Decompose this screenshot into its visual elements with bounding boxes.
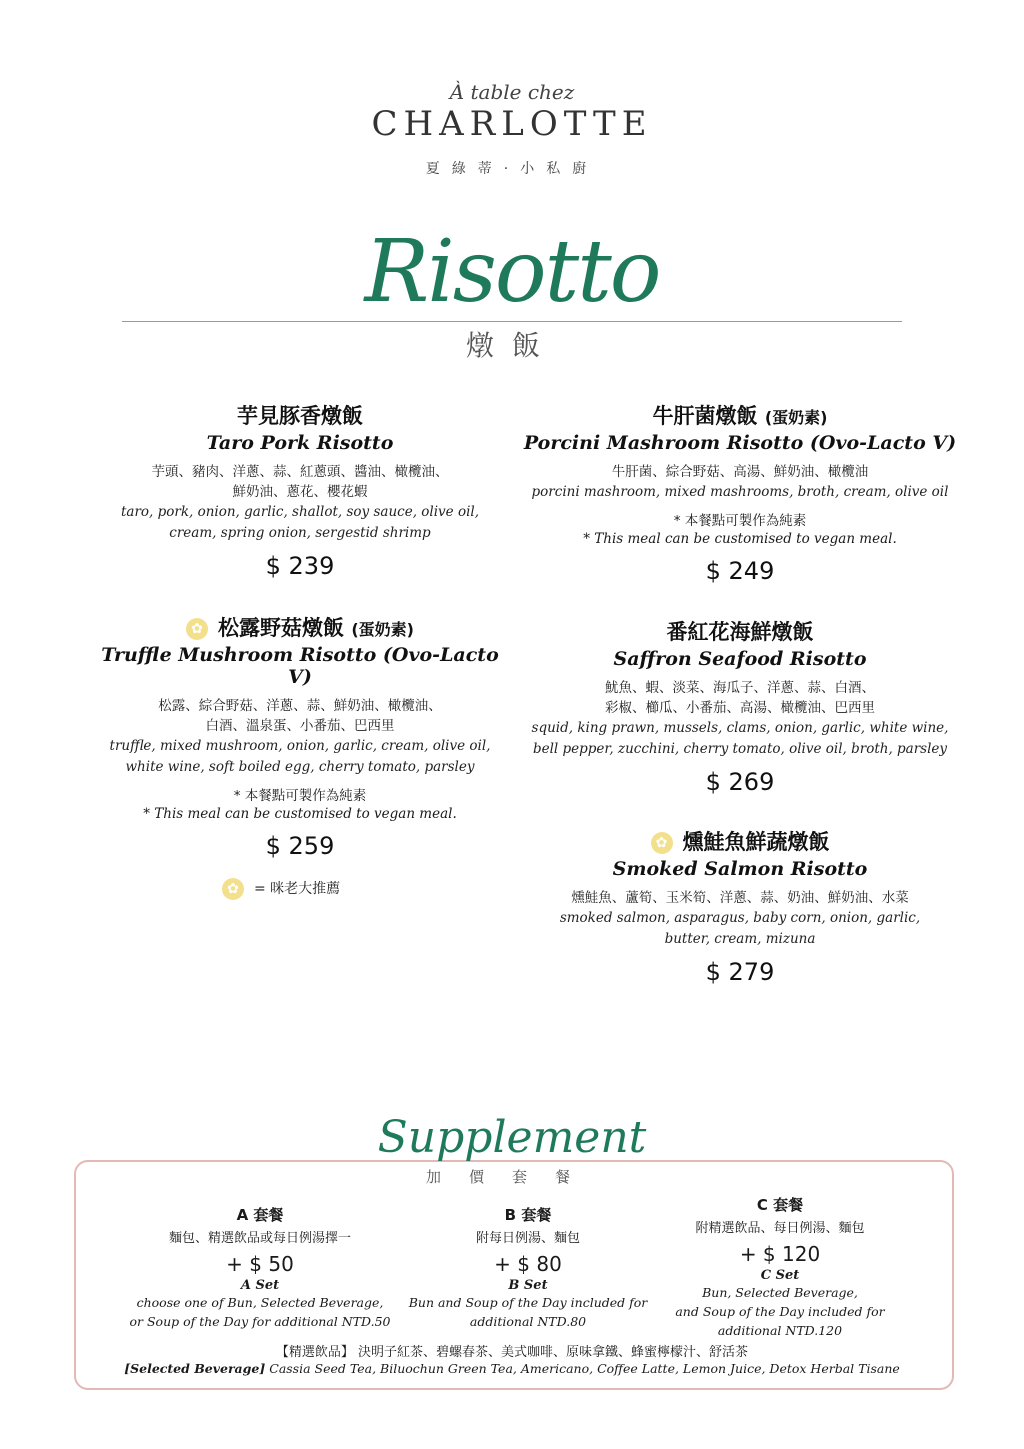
item-ingredients-zh: 牛肝菌、綜合野菇、高湯、鮮奶油、橄欖油: [611, 464, 869, 480]
beverage-list-en: [Selected Beverage] Cassia Seed Tea, Biluochun Green Tea, Americano, Coffee Latte, Lemon Juice, Detox Herbal Tisane: [124, 1361, 900, 1376]
vegan-note-zh: * 本餐點可製作為純素: [233, 788, 367, 804]
recommend-legend: ✿= 咪老大推薦: [222, 878, 340, 900]
item-name-en: Smoked Salmon Risotto: [612, 858, 868, 880]
supplement-title: Supplement: [377, 1112, 647, 1163]
item-name-zh: ✿燻鮭魚鮮蔬燉飯: [520, 826, 960, 856]
set-price: + $ 80: [494, 1252, 562, 1276]
item-name-zh: 番紅花海鮮燉飯: [666, 620, 814, 644]
item-ingredients-en: porcini mashroom, mixed mashrooms, broth, cream, olive oil: [531, 484, 949, 500]
logo-subtitle: 夏綠蒂·小私廚: [425, 161, 599, 177]
set-b: [398, 1204, 658, 1331]
item-ingredients-zh: 燻鮭魚、蘆筍、玉米筍、洋蔥、蒜、奶油、鮮奶油、水菜: [571, 890, 909, 906]
set-name: B 套餐: [504, 1206, 552, 1224]
set-desc-en: choose one of Bun, Selected Beverage, or Soup of the Day for additional NTD.50: [129, 1295, 391, 1329]
item-ingredients-en: squid, king prawn, mussels, clams, onion, garlic, white wine, bell pepper, zucchini, cherry tomato, olive oil, broth, parsley: [531, 720, 949, 757]
item-name-en: Saffron Seafood Risotto: [613, 648, 867, 670]
menu-item-taro-pork: [90, 400, 510, 580]
set-name-en: B Set: [508, 1278, 548, 1293]
set-c: [660, 1194, 900, 1340]
menu-item-saffron-seafood: [520, 616, 960, 796]
set-a: [110, 1204, 410, 1331]
item-price: $ 259: [265, 832, 335, 860]
item-ingredients-en: smoked salmon, asparagus, baby corn, onion, garlic, butter, cream, mizuna: [559, 910, 921, 947]
logo-tagline: À table chez: [449, 80, 575, 104]
set-price: + $ 120: [739, 1242, 821, 1266]
set-name-en: C Set: [760, 1268, 800, 1283]
set-price: + $ 50: [226, 1252, 294, 1276]
section-title-cn: 燉飯: [465, 329, 558, 362]
item-name-en: Taro Pork Risotto: [206, 432, 394, 454]
item-price: $ 239: [265, 552, 335, 580]
vegan-note-en: * This meal can be customised to vegan meal.: [583, 531, 897, 547]
item-ingredients-en: taro, pork, onion, garlic, shallot, soy sauce, olive oil, cream, spring onion, sergestid shrimp: [120, 504, 480, 541]
beverage-list-zh: 【精選飲品】 決明子紅茶、碧螺春茶、美式咖啡、原味拿鐵、蜂蜜檸檬汁、舒活茶: [275, 1345, 749, 1360]
item-ingredients-zh: 芋頭、豬肉、洋蔥、蒜、紅蔥頭、醬油、橄欖油、 鮮奶油、蔥花、櫻花蝦: [151, 464, 449, 500]
set-name: A 套餐: [236, 1206, 284, 1224]
item-name-en: Truffle Mushroom Risotto (Ovo-Lacto V): [101, 644, 499, 688]
logo-title: CHARLOTTE: [371, 104, 653, 144]
set-name-en: A Set: [240, 1278, 280, 1293]
item-name-zh: 牛肝菌燉飯 (蛋奶素): [652, 404, 828, 428]
set-desc-en: Bun and Soup of the Day included for additional NTD.80: [408, 1295, 648, 1329]
supplement-title-cn: 加價套餐: [425, 1168, 598, 1186]
set-name: C 套餐: [756, 1196, 804, 1214]
item-price: $ 279: [705, 958, 775, 986]
item-ingredients-zh: 松露、綜合野菇、洋蔥、蒜、鮮奶油、橄欖油、 白酒、溫泉蛋、小番茄、巴西里: [158, 698, 442, 734]
set-desc-en: Bun, Selected Beverage, and Soup of the Day included for additional NTD.120: [675, 1285, 885, 1338]
set-desc: 附每日例湯、麵包: [475, 1231, 580, 1246]
item-name-zh: ✿松露野菇燉飯 (蛋奶素): [90, 612, 510, 642]
paw-recommend-icon: [651, 832, 673, 854]
menu-item-porcini: [520, 400, 960, 585]
item-name-zh: 芋見豚香燉飯: [237, 404, 363, 428]
item-ingredients-zh: 魷魚、蝦、淡菜、海瓜子、洋蔥、蒜、白酒、 彩椒、櫛瓜、小番茄、高湯、橄欖油、巴西里: [605, 680, 875, 716]
vegan-note-en: * This meal can be customised to vegan meal.: [143, 806, 457, 822]
item-name-en: Porcini Mashroom Risotto (Ovo-Lacto V): [523, 432, 957, 454]
paw-recommend-icon: [222, 878, 244, 900]
set-desc: 麵包、精選飲品或每日例湯擇一: [168, 1231, 351, 1246]
item-ingredients-en: truffle, mixed mushroom, onion, garlic, cream, olive oil, white wine, soft boiled egg, cherry tomato, parsley: [109, 738, 491, 775]
section-title: Risotto: [364, 222, 660, 322]
menu-item-truffle: [90, 612, 510, 860]
paw-recommend-icon: [186, 618, 208, 640]
item-price: $ 249: [705, 557, 775, 585]
set-desc: 附精選飲品、每日例湯、麵包: [695, 1221, 865, 1236]
menu-item-smoked-salmon: [520, 826, 960, 986]
vegan-note-zh: * 本餐點可製作為純素: [673, 513, 807, 529]
item-price: $ 269: [705, 768, 775, 796]
